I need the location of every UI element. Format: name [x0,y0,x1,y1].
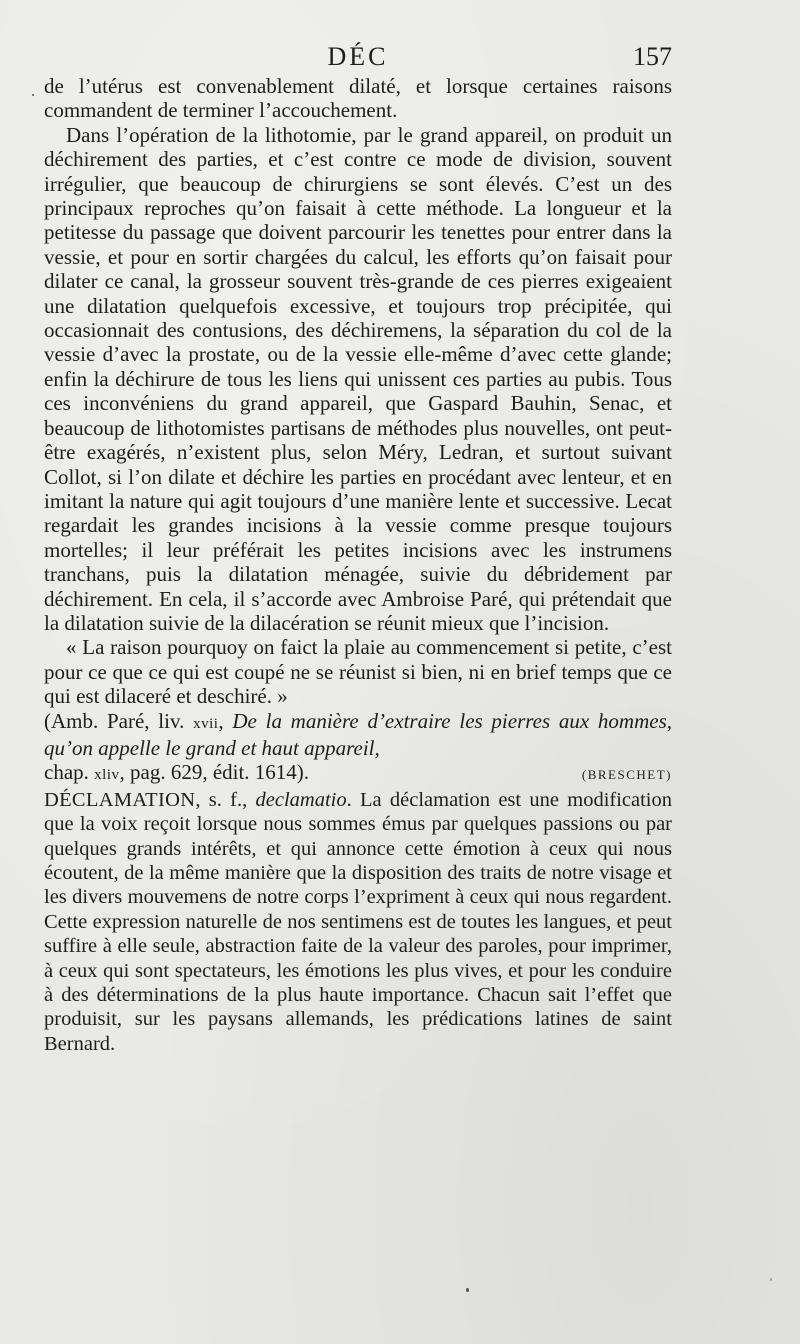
author-signature: (BRESCHET) [581,767,672,783]
paragraph-lithotomie: Dans l’opération de la lithotomie, par le grand appareil, on produit un déchirement des parties, et c’est contre ce mode de division, souvent irrégulier, que beaucoup de chirurgiens se sont élevés. C’est un des principaux reproches qu’on faisait à cette méthode. La longueur et la petitesse du passage que doivent parcourir les tenettes pour entrer dans la vessie, et pour en sortir chargées du calcul, les efforts qu’on faisait pour dilater ce canal, la grosseur souvent très-grande de ces pierres exigeaient une dilatation quelquefois excessive, et toujours trop précipitée, qui occasionnait des contusions, des déchiremens, la séparation du col de la vessie d’avec la prostate, ou de la vessie elle-même d’avec cette glande; enfin la déchirure de tous les liens qui unissent ces parties au pubis. Tous ces inconvéniens du grand appareil, que Gaspard Bauhin, Senac, et beaucoup de lithotomistes partisans de méthodes plus nouvelles, ont peut-être exagérés, n’existent plus, selon Méry, Ledran, et surtout suivant Collot, si l’on dilate et déchire les parties en procédant avec lenteur, et en imitant la nature qui agit toujours d’une manière lente et successive. Lecat regardait les grandes incisions à la vessie comme presque toujours mortelles; il leur préférait les petites incisions avec les instrumens tranchans, puis la dilatation ménagée, suivie du débridement par déchirement. En cela, il s’accorde avec Ambroise Paré, qui prétendait que la dilatation suivie de la dilacération se réunit mieux que l’incision. [44,122,672,635]
citation-paragraph [44,709,672,761]
citation-chap: chap. [44,760,89,785]
entry-latin: declamatio [255,788,347,811]
citation-chap-number: xliv [94,767,120,784]
entry-text: . La déclamation est une modification que la voix reçoit lorsque nous sommes émus par quelques passions ou par quelques grands intérêts, et qui annonce cette émotion à ceux qui nous écoutent, de la même manière que la disposition des traits de notre visage et les divers mouvemens de notre corps l’expriment à ceux qui nous regardent. Cette expression naturelle de nos sentimens est de toutes les langues, et peut suffire à elle seule, abstraction faite de la valeur des paroles, pour imprimer, à ceux qui sont spectateurs, les émotions les plus vives, et pour les conduire à des déterminations de la plus haute importance. Chacun sait l’effet que produisit, sur les paysans allemands, les prédications latines de saint Bernard. [44,788,672,1055]
entry-headword: DÉCLAMATION [44,788,196,811]
running-head-title: DÉC [327,42,389,71]
citation-open: (Amb. Paré, liv. [44,708,185,733]
quotation-pare: « La raison pourquoy on faict la plaie au commencement si petite, c’est pour ce que ce qui est coupé ne se réunist si bien, ni en brief temps que ce qui est dilaceré et deschiré. » [44,635,672,709]
citation-line [44,760,672,787]
citation-page-edition: , pag. 629, édit. 1614). [119,760,310,785]
entry-declamation [44,788,672,1056]
citation-reference [44,760,309,787]
running-head [44,40,672,76]
page-number: 157 [633,42,672,71]
body-text [44,74,672,1056]
citation-title: De la manière d’extraire les pierres aux hommes, qu’on appelle le grand et haut appareil, [44,708,672,760]
citation-separator: , [218,708,224,733]
paragraph-continuation: de l’utérus est convenablement dilaté, et lorsque certaines raisons commandent de terminer l’accouchement. [44,74,672,123]
citation-book-number: xvii [193,715,219,732]
entry-part-of-speech: , s. f., [195,788,248,811]
